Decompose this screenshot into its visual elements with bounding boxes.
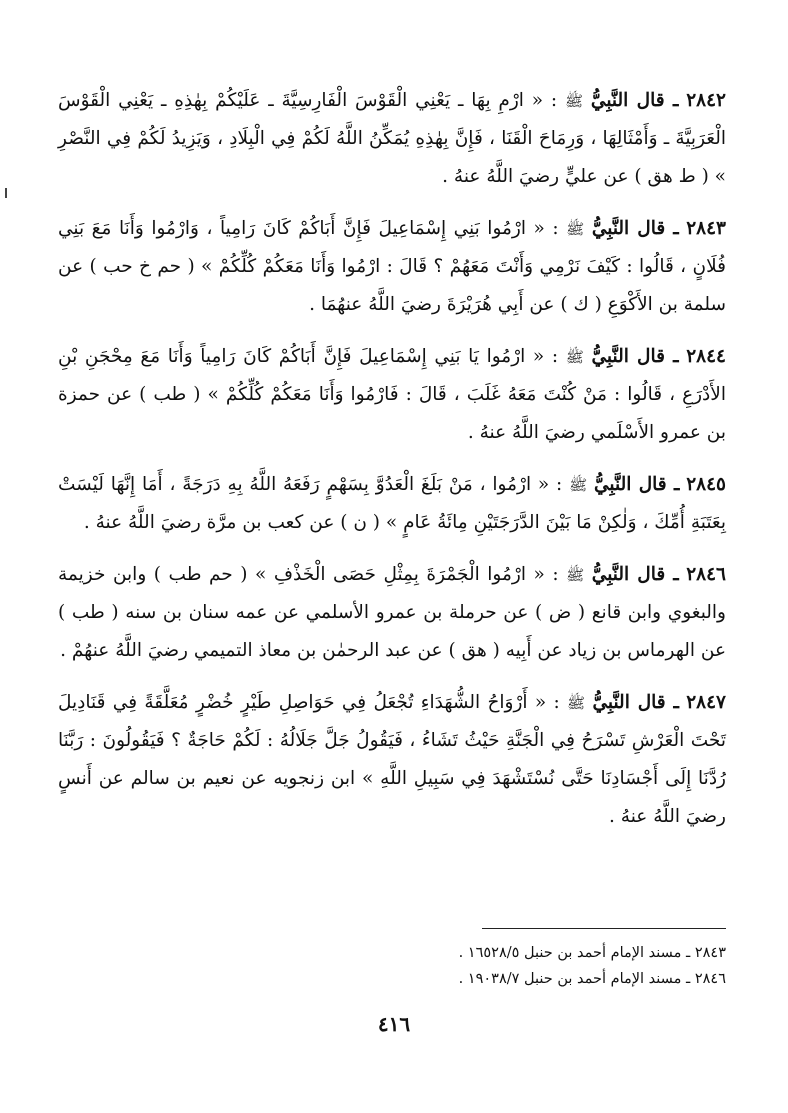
hadith-lead: ـ قال النَّبِيُّ — [592, 692, 679, 713]
hadith-number: ٢٨٤٣ — [686, 218, 726, 239]
hadith-number: ٢٨٤٤ — [686, 346, 726, 367]
salutation-symbol: ﷺ — [564, 92, 584, 110]
hadith-text: : « ارْمُوا الْجَمْرَةَ بِمِثْلِ حَصَى الْخَذْفِ » ( حم طب ) وابن خزيمة والبغوي وابن قانع ( ض ) عن حرملة بن عمرو الأسلمي عن عمه سنان بن سنه ( طب ) عن الهرماس بن زياد عن أَبِيه ( هق ) عن عبد الرحمٰن بن معاذ التميمي رضيَ اللَّهُ عنهُمْ . — [58, 564, 726, 661]
hadith-text: : « ارْمُوا ، مَنْ بَلَغَ الْعَدُوَّ بِسَهْمٍ رَفَعَهُ اللَّهُ بِهِ دَرَجَةً ، أَمَا إِنَّهَا لَيْسَتْ بِعَتَبَةِ أُمِّكَ ، وَلٰكِنْ مَا بَيْنَ الدَّرَجَتَيْنِ مِائَةُ عَامٍ » ( ن ) عن كعب بن مرَّة رضيَ اللَّهُ عنهُ . — [58, 474, 726, 533]
hadith-text: : « ارْمُوا يَا بَنِي إِسْمَاعِيلَ فَإِنَّ أَبَاكُمْ كَانَ رَامِياً وَأَنَا مَعَ مِحْجَنِ بْنِ الأَدْرَعِ ، قَالُوا : مَنْ كُنْتَ مَعَهُ غَلَبَ ، قَالَ : فَارْمُوا وَأَنَا مَعَكُمْ كُلِّكُمْ » ( طب ) عن حمزة بن عمرو الأَسْلَمي رضيَ اللَّهُ عنهُ . — [58, 346, 726, 443]
hadith-text: : « ارْمِ بِهَا ـ يَعْنِي الْقَوْسَ الْفَارِسِيَّةَ ـ عَلَيْكُمْ بِهٰذِهِ ـ يَعْنِي الْقَوْسَ الْعَرَبِيَّةَ ـ وَأَمْثَالِهَا ، وَرِمَاحَ الْقَنَا ، فَإِنَّ بِهٰذِهِ يُمَكِّنُ اللَّهُ لَكُمْ فِي الْبِلَادِ ، وَيَزِيدُ لَكُمْ فِي النَّصْرِ » ( ط هق ) عن عليٍّ رضيَ اللَّهُ عنهُ . — [58, 90, 726, 187]
salutation-symbol: ﷺ — [569, 476, 588, 494]
hadith-lead: ـ قال النَّبِيُّ — [591, 346, 679, 367]
hadith-entry — [58, 210, 726, 324]
hadith-number: ٢٨٤٧ — [686, 692, 726, 713]
footnote: ٢٨٤٣ ـ مسند الإمام أحمد بن حنبل ١٦٥٢٨/٥ . — [458, 945, 726, 961]
hadith-number: ٢٨٤٢ — [686, 90, 726, 111]
footnote-divider — [482, 928, 726, 929]
hadith-lead: ـ قال النَّبِيُّ — [594, 474, 680, 495]
hadith-number: ٢٨٤٥ — [686, 474, 726, 495]
page-number: ٤١٦ — [377, 1012, 411, 1036]
hadith-lead: ـ قال النَّبِيُّ — [591, 564, 679, 585]
footnotes — [58, 940, 726, 992]
scan-margin-mark — [5, 188, 7, 198]
salutation-symbol: ﷺ — [566, 220, 585, 238]
hadith-entries — [58, 82, 726, 850]
footnote: ٢٨٤٦ ـ مسند الإمام أحمد بن حنبل ١٩٠٣٨/٧ . — [458, 971, 726, 987]
hadith-text: : « أَرْوَاحُ الشُّهَدَاءِ تُجْعَلُ فِي حَوَاصِلِ طَيْرٍ خُضْرٍ مُعَلَّقَةً فِي قَنَادِيلَ تَحْتَ الْعَرْشِ تَسْرَحُ فِي الْجَنَّةِ حَيْثُ تَشَاءُ ، فَيَقُولُ جَلَّ جَلَالُهُ : لَكُمْ حَاجَةٌ ؟ فَيَقُولُونَ : رَبَّنَا رُدَّنَا إِلَى أَجْسَادِنَا حَتَّى نُسْتَشْهَدَ فِي سَبِيلِ اللَّهِ » ابن زنجويه عن نعيم بن سالم عن أَنسٍ رضيَ اللَّهُ عنهُ . — [58, 692, 726, 827]
hadith-lead: ـ قال النَّبِيُّ — [591, 218, 679, 239]
salutation-symbol: ﷺ — [567, 694, 586, 712]
salutation-symbol: ﷺ — [565, 348, 584, 366]
hadith-entry — [58, 684, 726, 836]
hadith-entry — [58, 82, 726, 196]
hadith-entry — [58, 338, 726, 452]
hadith-number: ٢٨٤٦ — [686, 564, 726, 585]
hadith-entry — [58, 556, 726, 670]
hadith-text: : « ارْمُوا بَنِي إِسْمَاعِيلَ فَإِنَّ أَبَاكُمْ كَانَ رَامِياً ، وَارْمُوا وَأَنَا مَعَ بَنِي فُلَانٍ ، قَالُوا : كَيْفَ نَرْمِي وَأَنْتَ مَعَهُمْ ؟ قَالَ : ارْمُوا وَأَنَا مَعَكُمْ كُلِّكُمْ » ( حم خ حب ) عن سلمة بن الأَكْوَعِ ( ك ) عن أَبِي هُرَيْرَةَ رضيَ اللَّهُ عنهُمَا . — [58, 218, 726, 315]
hadith-entry — [58, 466, 726, 542]
salutation-symbol: ﷺ — [566, 566, 585, 584]
hadith-lead: ـ قال النَّبِيُّ — [590, 90, 679, 111]
